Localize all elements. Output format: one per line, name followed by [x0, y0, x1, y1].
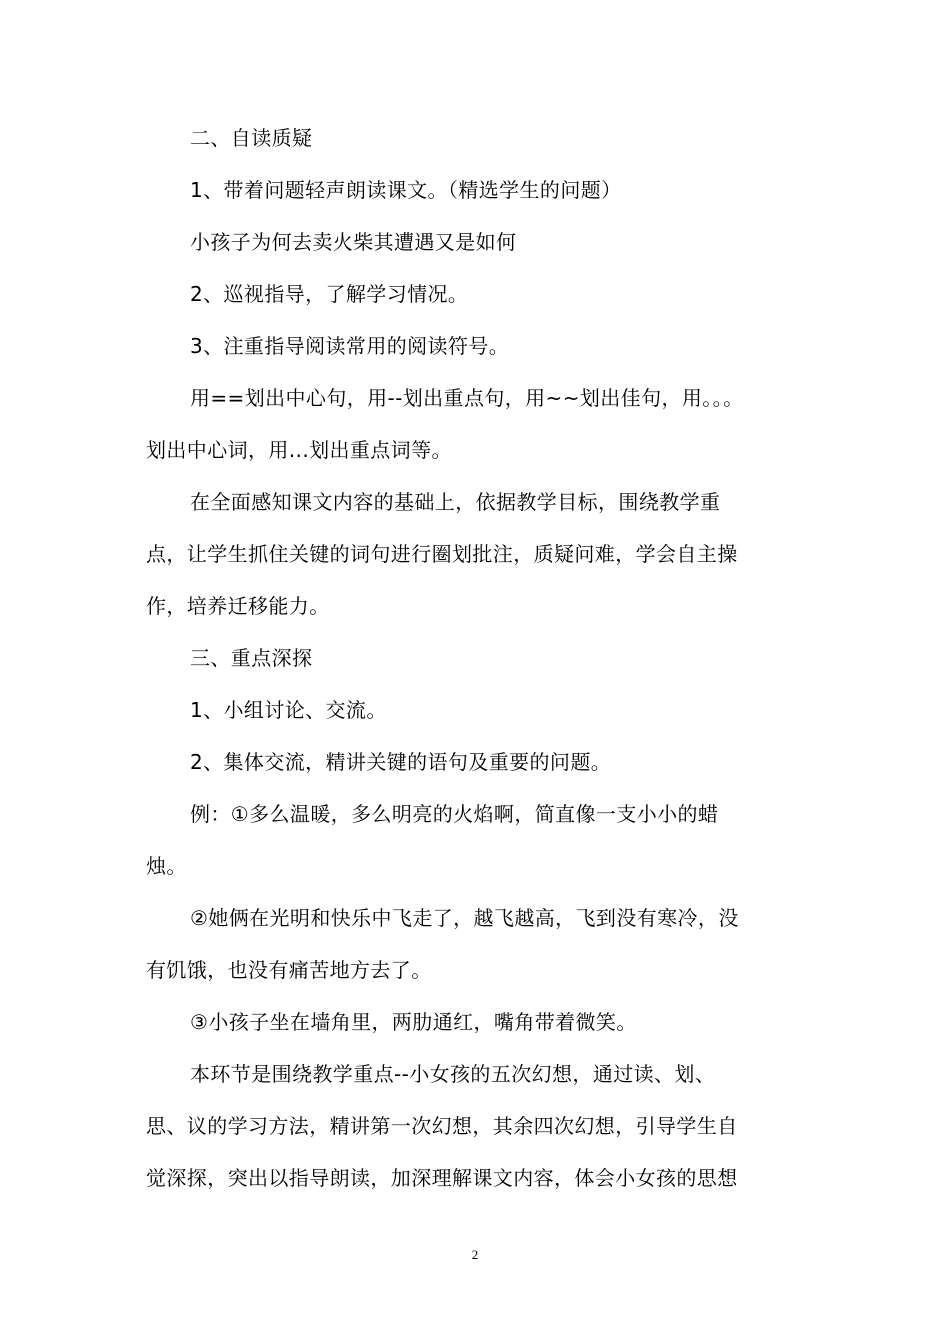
paragraph-line: 小孩子为何去卖火柴其遭遇又是如何: [190, 230, 517, 254]
paragraph-line: 例：①多么温暖，多么明亮的火焰啊，简直像一支小小的蜡: [190, 802, 719, 826]
paragraph-line: 3、注重指导阅读常用的阅读符号。: [190, 334, 510, 358]
page-number: 2: [471, 1247, 479, 1262]
paragraph-line: 本环节是围绕教学重点--小女孩的五次幻想，通过读、划、: [190, 1062, 716, 1086]
document-body: [146, 112, 806, 1204]
paragraph-line: ②她俩在光明和快乐中飞走了，越飞越高，飞到没有寒冷，没: [190, 906, 739, 930]
section-heading: 二、自读质疑: [190, 126, 313, 150]
paragraph-line: 在全面感知课文内容的基础上，依据教学目标，围绕教学重: [190, 490, 721, 514]
paragraph-line: 思、议的学习方法，精讲第一次幻想，其余四次幻想，引导学生自: [146, 1114, 738, 1138]
paragraph-line: 1、小组讨论、交流。: [190, 698, 387, 722]
paragraph-line: 点，让学生抓住关键的词句进行圈划批注，质疑问难，学会自主操: [146, 542, 738, 566]
section-heading: 三、重点深探: [190, 646, 313, 670]
paragraph-line: ③小孩子坐在墙角里，两肋通红，嘴角带着微笑。: [190, 1010, 637, 1034]
paragraph-line: 觉深探，突出以指导朗读，加深理解课文内容，体会小女孩的思想: [146, 1166, 738, 1190]
paragraph-line: 作，培养迁移能力。: [146, 594, 330, 618]
paragraph-line: 划出中心词，用...划出重点词等。: [146, 438, 452, 462]
paragraph-line: 烛。: [146, 854, 187, 878]
paragraph-line: 有饥饿，也没有痛苦地方去了。: [146, 958, 432, 982]
paragraph-line: 1、带着问题轻声朗读课文。（精选学生的问题）: [190, 178, 622, 202]
paragraph-line: 2、集体交流，精讲关键的语句及重要的问题。: [190, 750, 612, 774]
paragraph-line: 用==划出中心句，用--划出重点句，用~~划出佳句，用。。。: [190, 386, 744, 410]
paragraph-line: 2、巡视指导，了解学习情况。: [190, 282, 469, 306]
